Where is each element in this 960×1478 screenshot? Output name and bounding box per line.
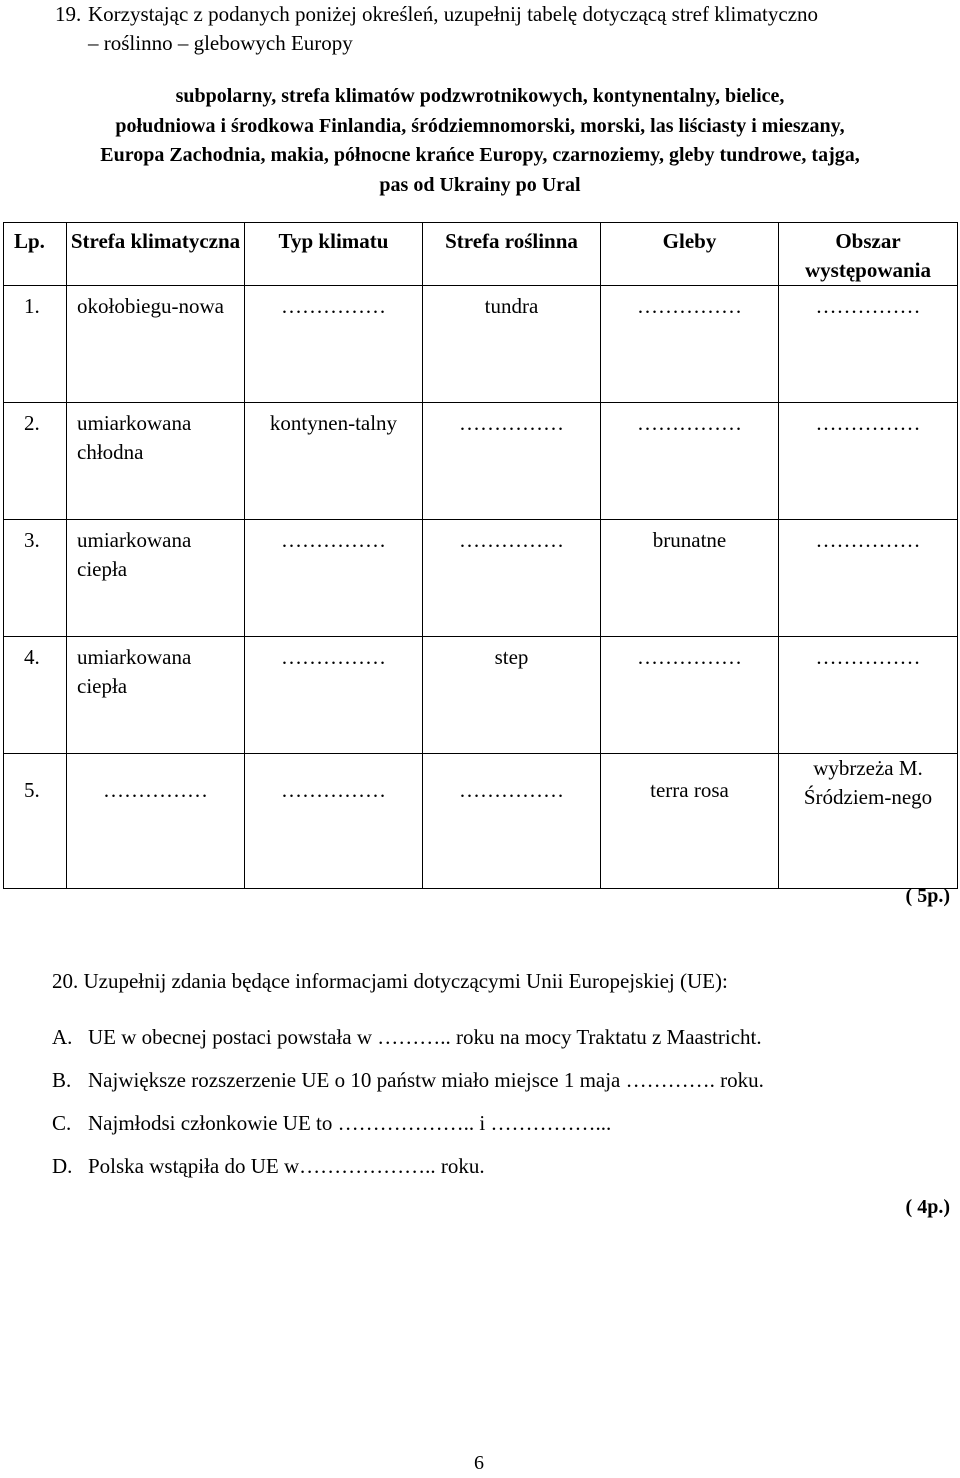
table-row [4,754,958,889]
points-task-20: ( 4p.) [905,1196,950,1218]
cell-area-blank[interactable]: …………… [779,403,958,520]
cell-climate: kontynen-talny [245,403,423,520]
word-bank-line: subpolarny, strefa klimatów podzwrotnikowych, kontynentalny, bielice, [175,85,785,107]
cell-vegetation-blank[interactable]: …………… [423,403,601,520]
cell-zone: umiarkowana chłodna [67,403,245,520]
list-item [52,1068,764,1111]
cell-climate-blank[interactable]: …………… [245,637,423,754]
list-item [52,1154,764,1197]
header-climate: Typ klimatu [245,223,423,286]
word-bank [20,82,940,200]
table-row [4,286,958,403]
cell-area-blank[interactable]: …………… [779,286,958,403]
page-number: 6 [474,1452,484,1474]
cell-vegetation-blank[interactable]: …………… [423,754,601,889]
item-text[interactable]: Najmłodsi członkowie UE to ……………….. i ……………... [88,1111,612,1135]
table-row [4,403,958,520]
cell-climate-blank[interactable]: …………… [245,520,423,637]
task-19-number: 19. [55,2,82,26]
task-19-instruction-line1: Korzystając z podanych poniżej określeń, uzupełnij tabelę dotyczącą stref klimatyczno [88,2,819,26]
cell-lp: 3. [4,520,67,637]
header-zone: Strefa klimatyczna [67,223,245,286]
points-task-19: ( 5p.) [905,885,950,907]
list-item [52,1025,764,1068]
table-row [4,637,958,754]
item-text[interactable]: UE w obecnej postaci powstała w ……….. roku na mocy Traktatu z Maastricht. [88,1025,762,1049]
cell-zone: umiarkowana ciepła [67,520,245,637]
item-label: D. [52,1154,73,1178]
cell-soils-blank[interactable]: …………… [601,286,779,403]
table-header-row [4,223,958,286]
cell-vegetation: step [423,637,601,754]
item-label: B. [52,1068,72,1092]
cell-soils-blank[interactable]: …………… [601,637,779,754]
climate-zones-table [3,222,958,889]
cell-climate-blank[interactable]: …………… [245,286,423,403]
cell-lp: 1. [4,286,67,403]
cell-lp: 5. [4,754,67,889]
item-text[interactable]: Polska wstąpiła do UE w……………….. roku. [88,1154,485,1178]
header-area: Obszar występowania [779,223,958,286]
cell-zone: umiarkowana ciepła [67,637,245,754]
cell-lp: 4. [4,637,67,754]
cell-zone-blank[interactable]: …………… [67,754,245,889]
cell-vegetation: tundra [423,286,601,403]
item-label: C. [52,1111,72,1135]
cell-lp: 2. [4,403,67,520]
item-text[interactable]: Największe rozszerzenie UE o 10 państw miało miejsce 1 maja …………. roku. [88,1068,764,1092]
cell-climate-blank[interactable]: …………… [245,754,423,889]
item-label: A. [52,1025,73,1049]
cell-area-blank[interactable]: …………… [779,520,958,637]
task-19-instruction-line2: – roślinno – glebowych Europy [88,31,353,55]
word-bank-line: południowa i środkowa Finlandia, śródziemnomorski, morski, las liściasty i mieszany, [115,114,845,137]
header-lp: Lp. [4,223,67,286]
word-bank-line: Europa Zachodnia, makia, północne krańce Europy, czarnoziemy, gleby tundrowe, tajga, [100,144,860,166]
task-20-title: 20. Uzupełnij zdania będące informacjami dotyczącymi Unii Europejskiej (UE): [52,969,728,993]
task-20-items [52,1025,764,1197]
cell-area-blank[interactable]: …………… [779,637,958,754]
cell-soils: terra rosa [601,754,779,889]
cell-soils-blank[interactable]: …………… [601,403,779,520]
cell-area: wybrzeża M. Śródziem-nego [779,754,958,889]
word-bank-line: pas od Ukrainy po Ural [379,173,581,196]
cell-soils: brunatne [601,520,779,637]
header-vegetation: Strefa roślinna [423,223,601,286]
table-row [4,520,958,637]
cell-zone: okołobiegu-nowa [67,286,245,403]
header-soils: Gleby [601,223,779,286]
list-item [52,1111,764,1154]
cell-vegetation-blank[interactable]: …………… [423,520,601,637]
